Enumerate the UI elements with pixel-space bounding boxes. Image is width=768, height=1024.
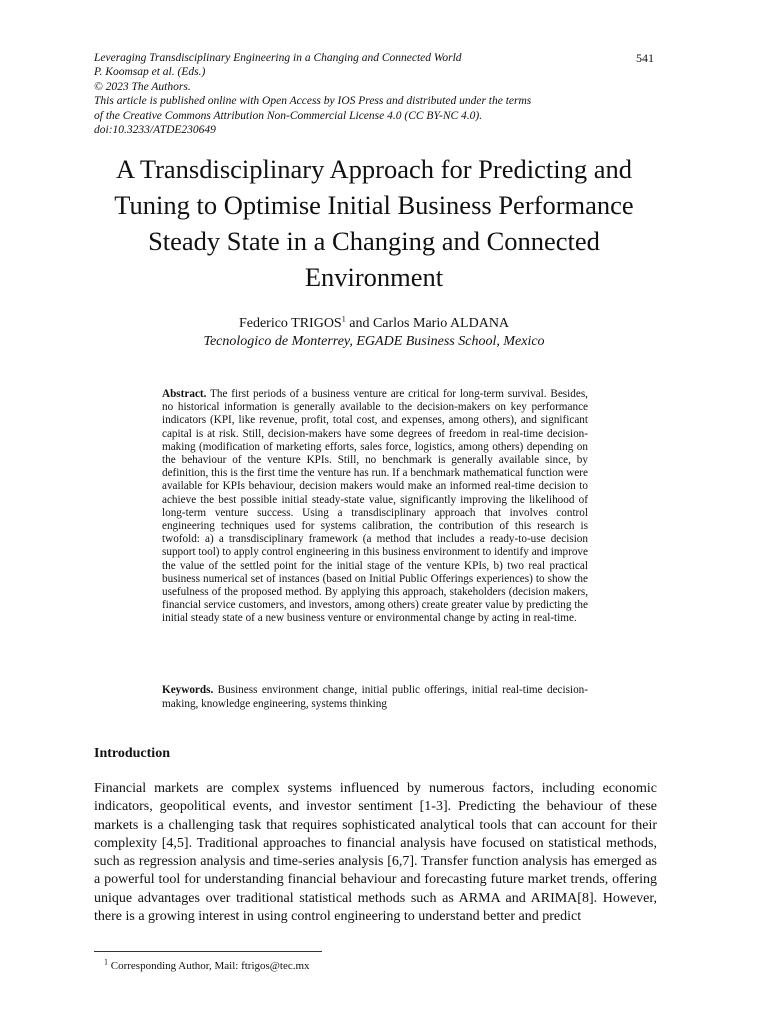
header-line-editors: P. Koomsap et al. (Eds.) bbox=[94, 66, 206, 79]
keywords-label: Keywords. bbox=[162, 684, 214, 696]
header-line-book-title: Leveraging Transdisciplinary Engineering in a Changing and Connected World bbox=[94, 52, 462, 64]
abstract-text: The first periods of a business venture are critical for long-term survival. Besides, no historical information is generally available to the decision-makers on key performance indicators (KPI, like revenue, profit, total cost, and expenses, among others), and significant capital is at risk. Still, decision-makers have some degrees of freedom in real-time decision-making (modification of marketing efforts, sales force, logistics, among others) depending on the behaviour of the venture KPIs. Still, no benchmark is generally available since, by definition, this is the first time the venture has run. If a benchmark mathematical function were available for KPIs behaviour, decision makers would make an informed real-time decision to achieve the best possible initial steady-state value, significantly improving the likelihood of long-term venture success. Using a transdisciplinary approach that involves control engineering techniques used for systems calibration, the contribution of this research is twofold: a) a transdisciplinary framework (a method that includes a ready-to-use decision support tool) to apply control engineering in this business environment to identify and improve the value of the settled point for the initial stage of the venture KPIs, b) two real practical business numerical set of instances (based on Initial Public Offerings experiences) to show the usefulness of the proposed method. By applying this approach, stakeholders (decision makers, financial service customers, and investors, among others) create greater value by predicting the initial steady state of a new business venture or environmental change by acting in real-time. bbox=[162, 388, 588, 625]
author-affiliation: Tecnologico de Monterrey, EGADE Business School, Mexico bbox=[203, 334, 545, 349]
footnote-divider bbox=[94, 951, 322, 952]
header-line-doi: doi:10.3233/ATDE230649 bbox=[94, 124, 216, 137]
footnote-number: 1 bbox=[104, 957, 108, 967]
header-line-license-1: This article is published online with Open Access by IOS Press and distributed under the terms bbox=[94, 95, 532, 108]
author-first: Federico TRIGOS bbox=[238, 316, 342, 331]
keywords-text: Business environment change, initial public offerings, initial real-time decision-making, knowledge engineering, systems thinking bbox=[162, 684, 588, 710]
introduction-paragraph: Financial markets are complex systems influenced by numerous factors, including economic indicators, geopolitical events, and investor sentiment [1-3]. Predicting the behaviour of these markets is a challenging task that requires sophisticated analytical tools that can account for their complexity [4,5]. Traditional approaches to financial analysis have focused on statistical methods, such as regression analysis and time-series analysis [6,7]. Transfer function analysis has emerged as a powerful tool for understanding financial behaviour and forecasting future market trends, offering unique advantages over traditional statistical methods such as ARMA and ARIMA[8]. However, there is a growing interest in using control engineering to understand better and predict bbox=[94, 781, 657, 925]
paper-title: A Transdisciplinary Approach for Predicting and Tuning to Optimise Initial Business Performance Steady State in a Changing and Connected Environment bbox=[114, 154, 634, 292]
footnote-marker: 1 bbox=[341, 314, 346, 324]
header-line-copyright: © 2023 The Authors. bbox=[94, 80, 191, 93]
header-line-license-2: of the Creative Commons Attribution Non-Commercial License 4.0 (CC BY-NC 4.0). bbox=[94, 109, 483, 122]
footnote bbox=[104, 959, 310, 973]
keywords bbox=[162, 683, 588, 711]
section-heading-introduction: Introduction bbox=[94, 746, 170, 761]
author-rest: and Carlos Mario ALDANA bbox=[345, 316, 510, 331]
abstract-label: Abstract. bbox=[162, 388, 207, 400]
publication-header bbox=[94, 51, 654, 137]
page-number: 541 bbox=[636, 51, 654, 65]
footnote-text: Corresponding Author, Mail: ftrigos@tec.mx bbox=[108, 960, 310, 972]
abstract bbox=[162, 388, 588, 626]
author-list bbox=[94, 315, 654, 333]
